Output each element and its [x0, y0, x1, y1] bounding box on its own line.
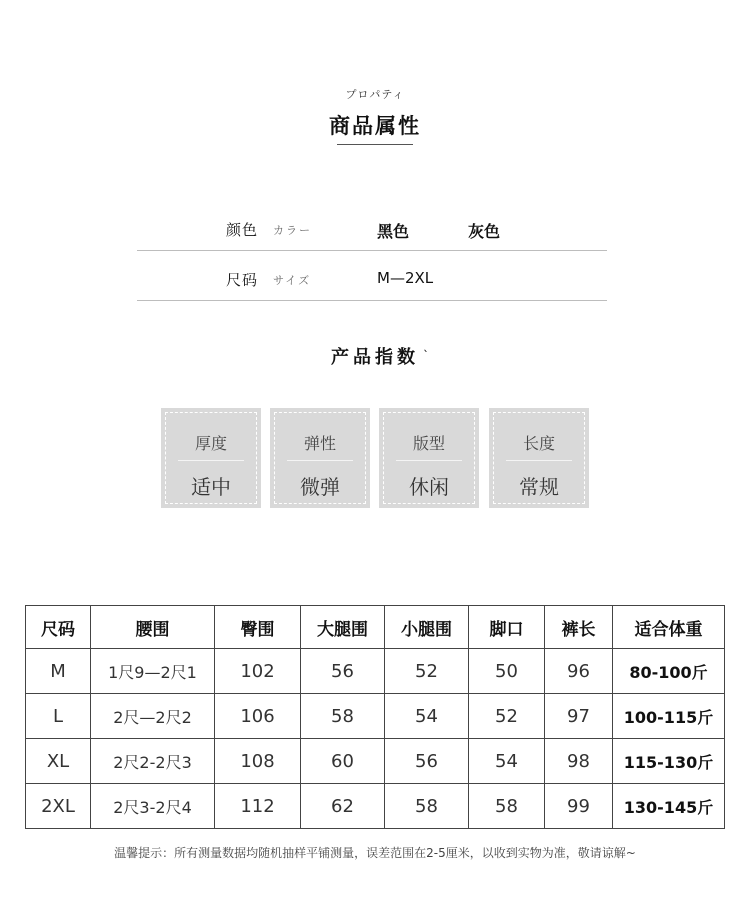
index-card-thickness: [161, 408, 261, 508]
index-value: 休闲: [409, 475, 449, 499]
size-table: [25, 605, 725, 829]
title-divider: [337, 144, 413, 145]
column-header: 大腿围: [301, 606, 385, 649]
index-key: 厚度: [194, 434, 227, 453]
table-cell: 96: [545, 649, 613, 694]
attribute-value: 黑色: [377, 222, 410, 241]
table-cell: 98: [545, 739, 613, 784]
column-header: 腰围: [91, 606, 215, 649]
table-cell: 99: [545, 784, 613, 829]
attribute-label: 颜色: [226, 221, 259, 239]
column-header: 脚口: [469, 606, 545, 649]
table-cell: 58: [301, 694, 385, 739]
table-cell: 54: [385, 694, 469, 739]
table-cell: 2尺2-2尺3: [91, 739, 215, 784]
index-key: 弹性: [303, 434, 336, 453]
table-cell: 2尺—2尺2: [91, 694, 215, 739]
row-divider: [137, 300, 607, 301]
attribute-row-color: [137, 201, 607, 251]
column-header: 适合体重: [613, 606, 725, 649]
table-cell: L: [26, 694, 91, 739]
index-value: 常规: [519, 475, 559, 499]
attribute-value: M—2XL: [377, 269, 434, 287]
attribute-kana: カラー: [273, 224, 312, 237]
table-cell: 58: [469, 784, 545, 829]
column-header: 臀围: [215, 606, 301, 649]
card-divider: [287, 460, 353, 461]
index-value: 微弹: [300, 475, 340, 499]
table-cell: 115-130斤: [613, 739, 725, 784]
table-cell: 52: [385, 649, 469, 694]
table-cell: 2XL: [26, 784, 91, 829]
column-header: 裤长: [545, 606, 613, 649]
index-value: 适中: [191, 475, 231, 499]
card-divider: [396, 460, 462, 461]
table-cell: 108: [215, 739, 301, 784]
measurement-note: 温馨提示：所有测量数据均随机抽样平铺测量，误差范围在2-5厘米，以收到实物为准，敬请谅解~: [114, 846, 636, 860]
table-cell: 102: [215, 649, 301, 694]
table-cell: 58: [385, 784, 469, 829]
page-title: 商品属性: [329, 114, 421, 138]
attribute-value: 灰色: [468, 222, 501, 241]
table-cell: 52: [469, 694, 545, 739]
card-divider: [178, 460, 244, 461]
column-header: 小腿围: [385, 606, 469, 649]
table-cell: 112: [215, 784, 301, 829]
table-header-row: [26, 606, 725, 649]
table-cell: 2尺3-2尺4: [91, 784, 215, 829]
card-divider: [506, 460, 572, 461]
table-cell: M: [26, 649, 91, 694]
table-cell: 60: [301, 739, 385, 784]
title-kana: プロパティ: [345, 88, 405, 101]
table-cell: 50: [469, 649, 545, 694]
table-row: [26, 649, 725, 694]
index-key: 版型: [412, 434, 445, 453]
index-card-elasticity: [270, 408, 370, 508]
table-cell: 97: [545, 694, 613, 739]
table-row: [26, 694, 725, 739]
index-key: 长度: [522, 434, 555, 453]
table-cell: 100-115斤: [613, 694, 725, 739]
index-card-length: [489, 408, 589, 508]
table-cell: 106: [215, 694, 301, 739]
table-cell: 56: [301, 649, 385, 694]
column-header: 尺码: [26, 606, 91, 649]
table-row: [26, 784, 725, 829]
attribute-label: 尺码: [226, 271, 259, 289]
attribute-kana: サイズ: [273, 274, 312, 287]
table-cell: 56: [385, 739, 469, 784]
table-cell: 1尺9—2尺1: [91, 649, 215, 694]
table-cell: 130-145斤: [613, 784, 725, 829]
table-cell: 62: [301, 784, 385, 829]
table-cell: 54: [469, 739, 545, 784]
table-row: [26, 739, 725, 784]
accent-mark: ˎ: [423, 338, 429, 352]
table-cell: XL: [26, 739, 91, 784]
index-card-fit: [379, 408, 479, 508]
table-cell: 80-100斤: [613, 649, 725, 694]
attribute-row-size: [137, 251, 607, 301]
section-title: 产品指数: [331, 347, 419, 368]
